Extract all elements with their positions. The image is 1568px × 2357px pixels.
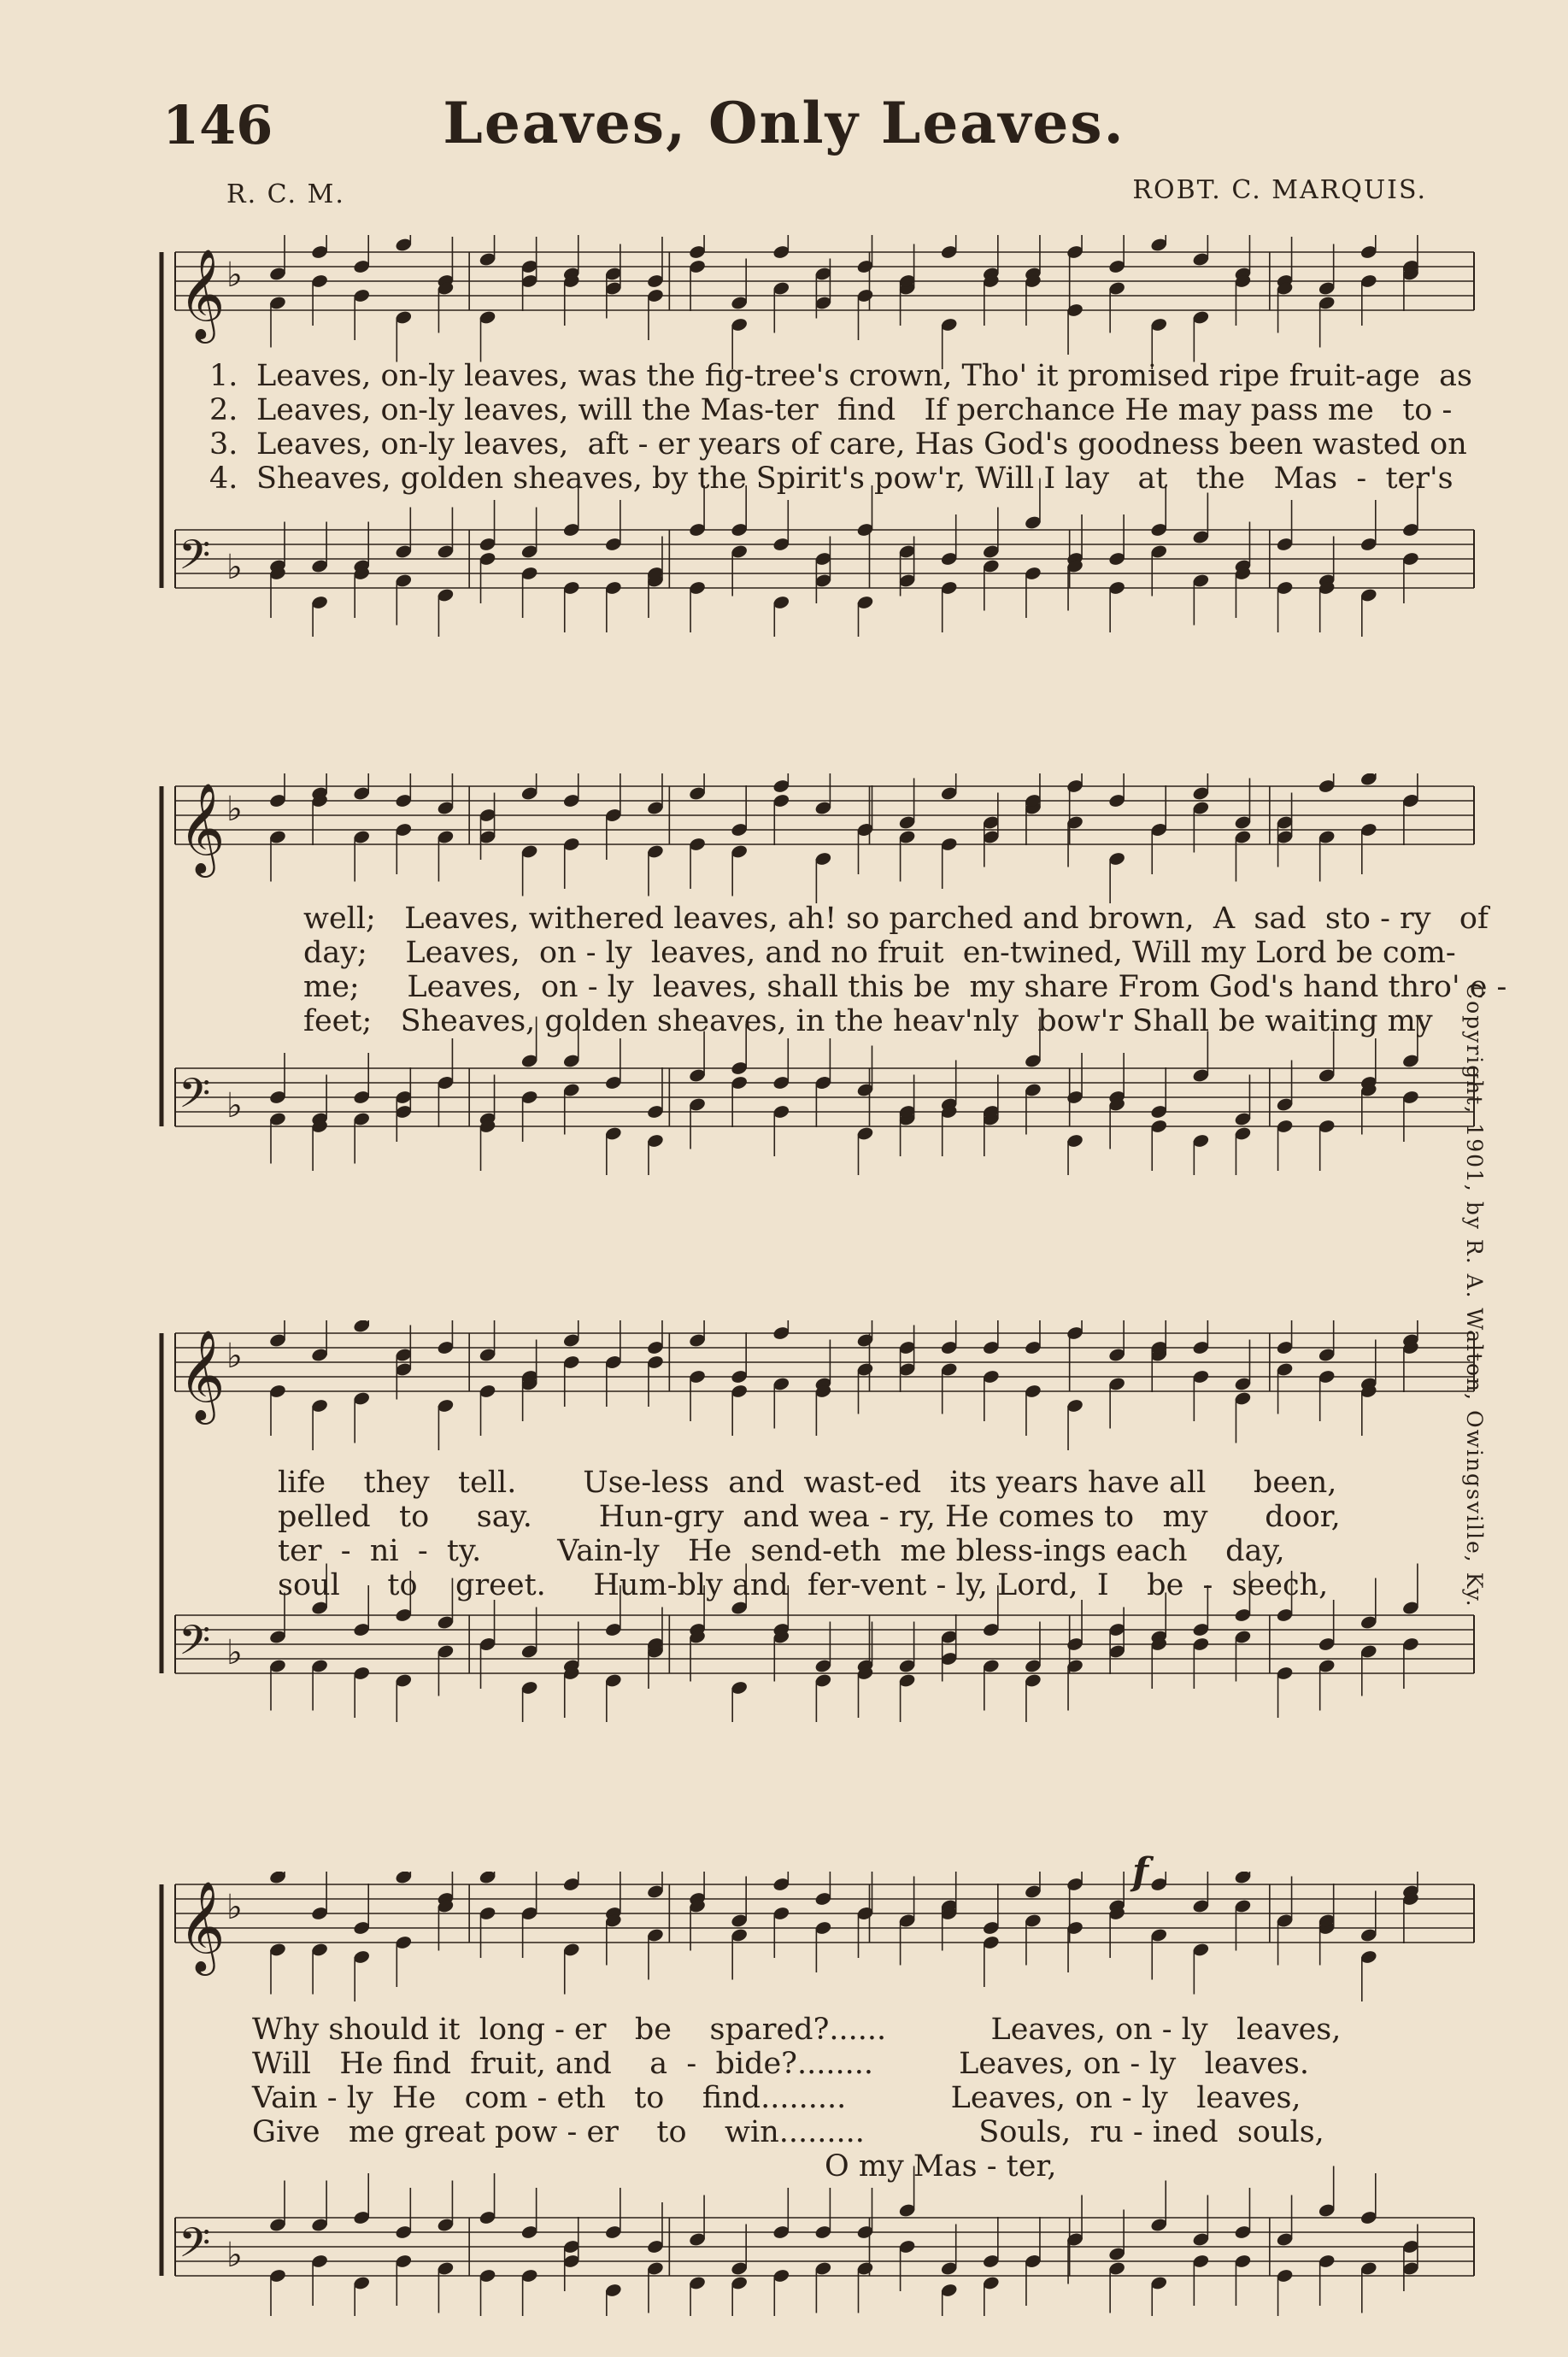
flat-icon: ♭ <box>226 1888 243 1927</box>
bass-clef-icon: 𝄢 <box>179 1616 211 1674</box>
copyright-notice: Copyright, 1901, by R. A. Walton, Owingsville, Ky. <box>1462 983 1487 1608</box>
flat-icon: ♭ <box>226 256 243 295</box>
bass-staff <box>175 479 1474 638</box>
lyric-line: day; Leaves, on - ly leaves, and no fruit en-twined, Will my Lord be com- <box>303 936 1456 970</box>
treble-clef-icon: 𝄞 <box>179 1880 226 1972</box>
lyric-line: Vain - ly He com - eth to find......... Leaves, on - ly leaves, <box>252 2081 1301 2115</box>
lyric-line: life they tell. Use-less and wast-ed its years have all been, <box>278 1466 1337 1500</box>
lyric-line: Will He find fruit, and a - bide?........ Leaves, on - ly leaves. <box>252 2047 1309 2081</box>
lyric-line: 4. Sheaves, golden sheaves, by the Spirit's pow'r, Will I lay at the Mas - ter's <box>209 461 1453 496</box>
treble-staff <box>175 773 1474 903</box>
lyric-line: me; Leaves, on - ly leaves, shall this be my share From God's hand thro' e - <box>303 970 1507 1004</box>
lyrics-system-4 <box>252 2013 1341 2149</box>
lyric-line: feet; Sheaves, golden sheaves, in the heav'nly bow'r Shall be waiting my <box>303 1004 1433 1038</box>
lyric-line: Give me great pow - er to win......... Souls, ru - ined souls, <box>252 2115 1324 2149</box>
bass-clef-icon: 𝄢 <box>179 531 211 589</box>
dynamic-forte: f <box>1132 1850 1148 1894</box>
lyric-line: 3. Leaves, on-ly leaves, aft - er years of care, Has God's goodness been wasted on <box>209 427 1467 461</box>
flat-icon: ♭ <box>226 1337 243 1376</box>
flat-icon: ♭ <box>226 548 243 587</box>
lyric-extra-line: O my Mas - ter, <box>825 2149 1057 2184</box>
page-number: 146 <box>162 94 273 156</box>
flat-icon: ♭ <box>226 1633 243 1672</box>
flat-icon: ♭ <box>226 2236 243 2275</box>
bass-staff <box>175 2166 1474 2317</box>
lyrics-system-1 <box>209 359 1472 496</box>
lyric-line: pelled to say. Hun-gry and wea - ry, He comes to my door, <box>278 1500 1341 1534</box>
lyric-line: Why should it long - er be spared?...... Leaves, on - ly leaves, <box>252 2013 1342 2047</box>
flat-icon: ♭ <box>226 1086 243 1126</box>
treble-clef-icon: 𝄞 <box>179 1329 226 1420</box>
hymn-title: Leaves, Only Leaves. <box>443 90 1125 156</box>
bass-clef-icon: 𝄢 <box>179 2219 211 2277</box>
treble-clef-icon: 𝄞 <box>179 782 226 873</box>
lyrics-system-3 <box>278 1466 1341 1602</box>
words-credit: R. C. M. <box>226 179 345 209</box>
treble-clef-icon: 𝄞 <box>179 248 226 339</box>
bass-staff <box>175 1017 1474 1176</box>
flat-icon: ♭ <box>226 790 243 829</box>
lyric-line: 2. Leaves, on-ly leaves, will the Mas-ter find If perchance He may pass me to - <box>209 393 1453 427</box>
treble-staff <box>175 1872 1474 2001</box>
bass-clef-icon: 𝄢 <box>179 1069 211 1127</box>
lyric-line: soul to greet. Hum-bly and fer-vent - ly, Lord, I be - seech, <box>278 1568 1329 1602</box>
music-credit: ROBT. C. MARQUIS. <box>1132 175 1427 205</box>
lyrics-system-2 <box>303 902 1506 1038</box>
treble-staff <box>175 1320 1474 1450</box>
lyric-line: 1. Leaves, on-ly leaves, was the fig-tree's crown, Tho' it promised ripe fruit-age as <box>209 359 1472 393</box>
treble-staff <box>175 235 1474 369</box>
lyric-line: well; Leaves, withered leaves, ah! so parched and brown, A sad sto - ry of <box>303 902 1489 936</box>
lyric-line: ter - ni - ty. Vain-ly He send-eth me bless-ings each day, <box>278 1534 1285 1568</box>
